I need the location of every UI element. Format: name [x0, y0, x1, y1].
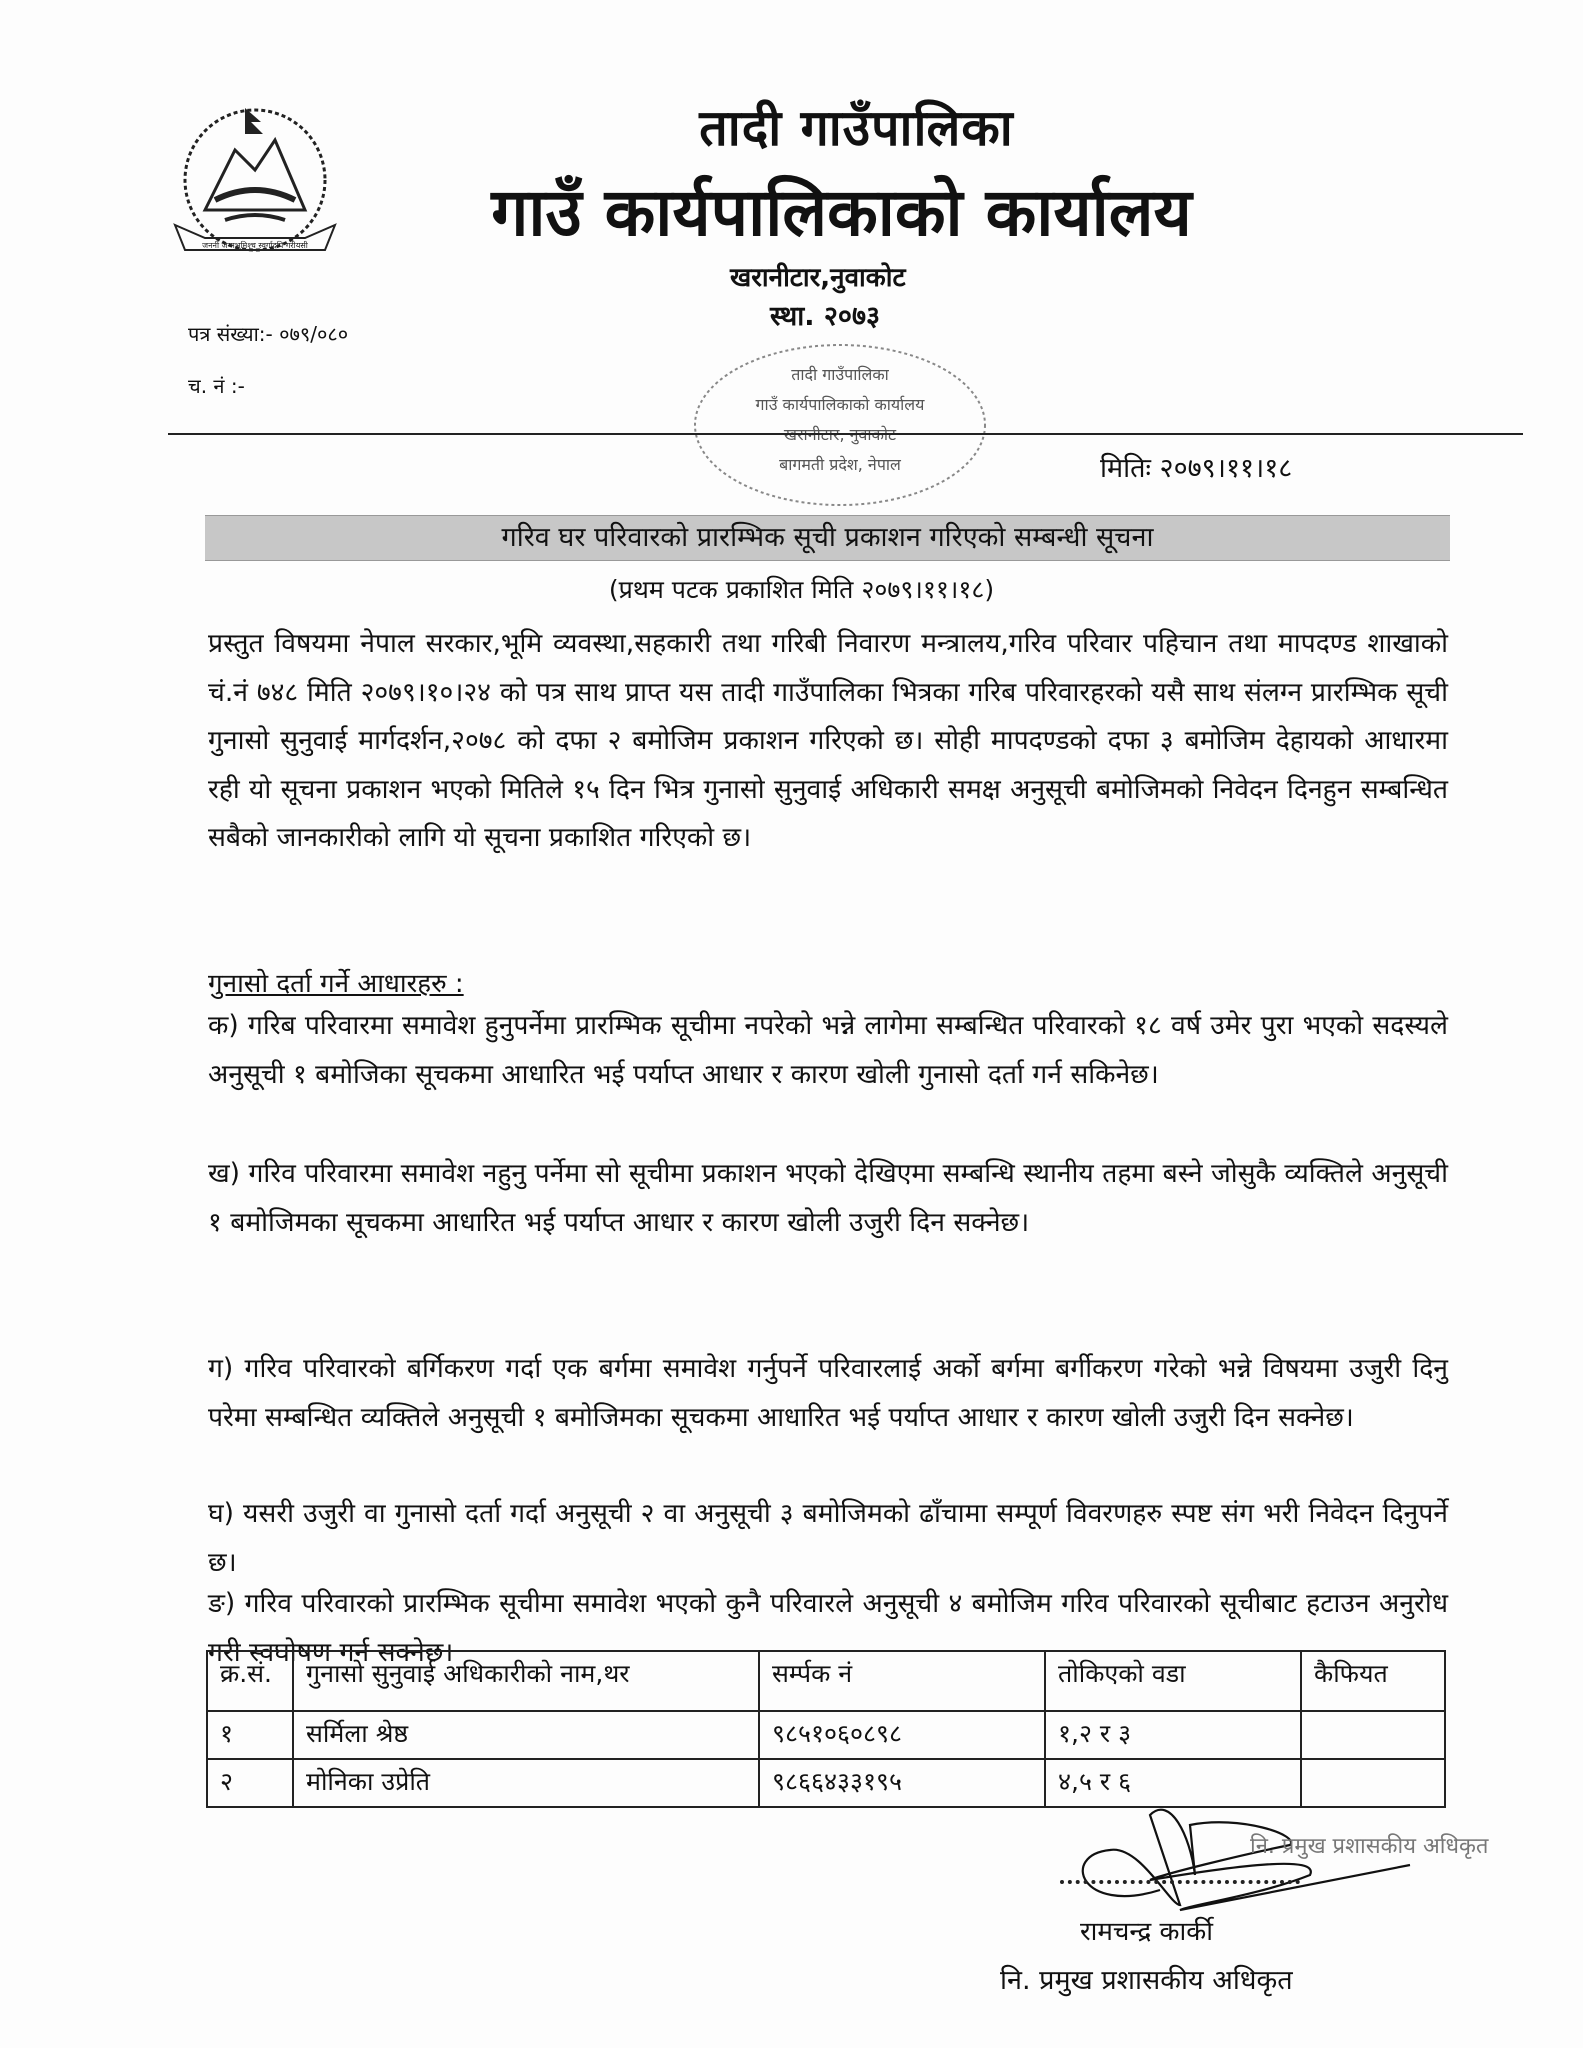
- intro-paragraph: प्रस्तुत विषयमा नेपाल सरकार,भूमि व्यवस्था,सहकारी तथा गरिबी निवारण मन्त्रालय,गरिव परिवार पहिचान तथा मापदण्ड शाखाको चं.नं ७४८ मिति २०७९।१०।२४ को पत्र साथ प्राप्त यस तादी गाउँपालिका भित्रका गरिब परिवारहरको यसै साथ संलग्न प्रारम्भिक सूची गुनासो सुनुवाई मार्गदर्शन,२०७८ को दफा २ बमोजिम प्रकाशन गरिएको छ। सोही मापदण्डको दफा ३ बमोजिम देहायको आधारमा रही यो सूचना प्रकाशन भएको मितिले १५ दिन भित्र गुनासो सुनुवाई अधिकारी समक्ष अनुसूची बमोजिमको निवेदन दिनहुन सम्बन्धित सबैको जानकारीको लागि यो सूचना प्रकाशित गरिएको छ।: [208, 628, 1448, 853]
- stamp-line: खरानीटार, नुवाकोट: [783, 425, 897, 444]
- office-name: गाउँ कार्यपालिकाको कार्यालय: [491, 174, 1192, 251]
- letter-date: मितिः २०७९।११।१८: [1100, 453, 1293, 484]
- letter-number: पत्र संख्या:- ०७९/०८०: [188, 322, 349, 346]
- established-year: स्था. २०७३: [770, 301, 881, 332]
- basis-item: क) गरिब परिवारमा समावेश हुनुपर्नेमा प्रारम्भिक सूचीमा नपरेको भन्ने लागेमा सम्बन्धित परिवारको १८ वर्ष उमेर पुरा भएको सदस्यले अनुसूची १ बमोजिका सूचकमा आधारित भई पर्याप्त आधार र कारण खोली गुनासो दर्ता गर्न सकिनेछ।: [208, 1010, 1448, 1090]
- table-header-row: [207, 1651, 1445, 1711]
- stamp-line: गाउँ कार्यपालिकाको कार्यालय: [755, 395, 925, 414]
- bases-heading: गुनासो दर्ता गर्ने आधारहरु :: [208, 969, 464, 999]
- designation-stamp: नि. प्रमुख प्रशासकीय अधिकृत: [1250, 1834, 1489, 1859]
- col-ward: तोकिएको वडा: [1045, 1651, 1301, 1711]
- stamp-line: बागमती प्रदेश, नेपाल: [779, 455, 901, 474]
- emblem-motto: जननी जन्मभूमिश्च स्वर्गादपि गरीयसी: [202, 241, 308, 250]
- signature-line: [1060, 1880, 1300, 1884]
- basis-item: ग) गरिव परिवारको बर्गिकरण गर्दा एक बर्गमा समावेश गर्नुपर्ने परिवारलाई अर्को बर्गमा बर्गीकरण गरेको भन्ने विषयमा उजुरी दिनु परेमा सम्बन्धित व्यक्तिले अनुसूची १ बमोजिमका सूचकमा आधारित भई पर्याप्त आधार र कारण खोली उजुरी दिन सक्नेछ।: [208, 1353, 1448, 1433]
- cell-ward: १,२ र ३: [1045, 1711, 1301, 1759]
- cell-serial: २: [207, 1759, 293, 1807]
- col-contact: सर्म्पक नं: [759, 1651, 1045, 1711]
- cell-officer-name: मोनिका उप्रेति: [293, 1759, 759, 1807]
- subject-note: (प्रथम पटक प्रकाशित मिति २०७९।११।१८): [608, 575, 995, 604]
- cell-contact: ९८५१०६०८९८: [759, 1711, 1045, 1759]
- basis-item: ख) गरिव परिवारमा समावेश नहुनु पर्नेमा सो सूचीमा प्रकाशन भएको देखिएमा सम्बन्धि स्थानीय तहमा बस्ने जोसुकै व्यक्तिले अनुसूची १ बमोजिमका सूचकमा आधारित भई पर्याप्त आधार र कारण खोली उजुरी दिन सक्नेछ।: [208, 1158, 1448, 1238]
- signatory-name: रामचन्द्र कार्की: [1080, 1917, 1213, 1947]
- basis-item: घ) यसरी उजुरी वा गुनासो दर्ता गर्दा अनुसूची २ वा अनुसूची ३ बमोजिमको ढाँचामा सम्पूर्ण विवरणहरु स्पष्ट संग भरी निवेदन दिनुपर्ने छ।: [208, 1498, 1448, 1578]
- cell-remarks: [1301, 1711, 1445, 1759]
- subject-title: गरिव घर परिवारको प्रारम्भिक सूची प्रकाशन गरिएको सम्बन्धी सूचना: [205, 515, 1450, 561]
- col-serial: क्र.सं.: [207, 1651, 293, 1711]
- officers-table: [206, 1650, 1446, 1808]
- cell-ward: ४,५ र ६: [1045, 1759, 1301, 1807]
- signatory-title: नि. प्रमुख प्रशासकीय अधिकृत: [1000, 1965, 1293, 1996]
- cell-serial: १: [207, 1711, 293, 1759]
- basis-item: ङ) गरिव परिवारको प्रारम्भिक सूचीमा समावेश भएको कुनै परिवारले अनुसूची ४ बमोजिम गरिव परिवारको सूचीबाट हटाउन अनुरोध गरी स्वघोषण गर्न सक्नेछ।: [208, 1588, 1448, 1668]
- col-remarks: कैफियत: [1301, 1651, 1445, 1711]
- cell-contact: ९८६६४३३१९५: [759, 1759, 1045, 1807]
- municipality-name: तादी गाउँपालिका: [699, 99, 1014, 157]
- office-address: खरानीटार,नुवाकोट: [730, 263, 906, 293]
- dispatch-number: च. नं :-: [188, 374, 245, 398]
- cell-officer-name: सर्मिला श्रेष्ठ: [293, 1711, 759, 1759]
- header-divider: [168, 433, 1523, 435]
- col-officer-name: गुनासो सुनुवाई अधिकारीको नाम,थर: [293, 1651, 759, 1711]
- stamp-line: तादी गाउँपालिका: [791, 365, 889, 384]
- table-row: [207, 1711, 1445, 1759]
- office-stamp-icon: [690, 340, 990, 510]
